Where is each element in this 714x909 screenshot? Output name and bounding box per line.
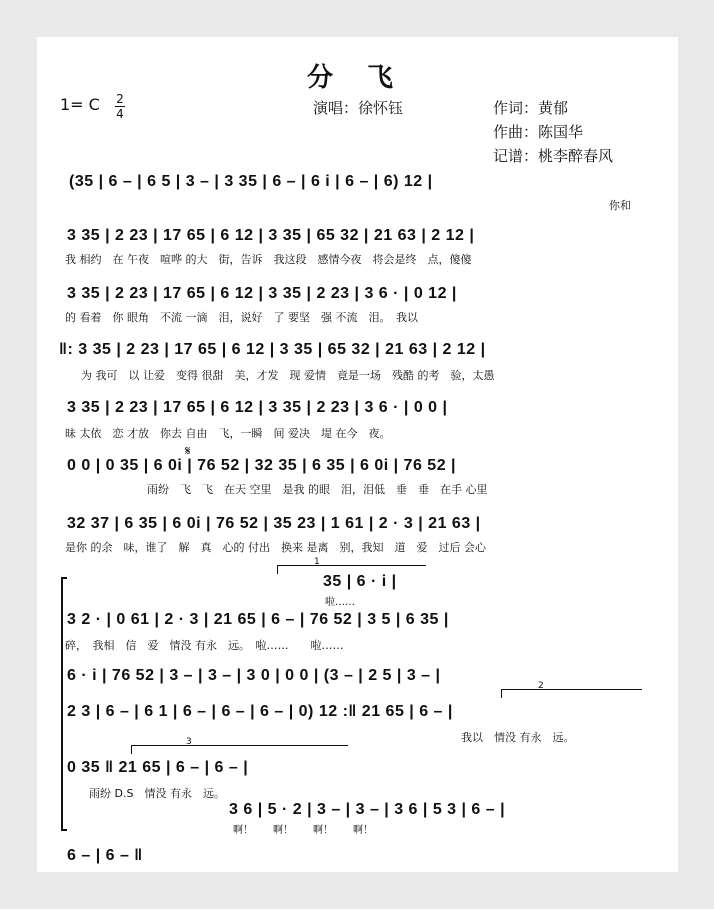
score-line-14: 6 – | 6 – ‖ xyxy=(67,847,143,864)
composer-credit: 作曲：陈国华 xyxy=(493,123,584,141)
lyric-line-8: 啦…… xyxy=(325,597,355,608)
score-line-7: 32 37 | 6 35 | 6 0i | 76 52 | 35 23 | 1 61 | 2 · 3 | 21 63 | xyxy=(67,515,481,532)
volta-1-number: 1 xyxy=(314,557,320,567)
volta-3-number: 3 xyxy=(186,737,192,747)
score-line-8: 35 | 6 · i | xyxy=(323,573,397,590)
lyric-line-7: 是你 的余 味，谁了 解 真 心的 付出 换来 是离 别，我知 道 爱 过后 会心 xyxy=(65,541,486,554)
score-line-10: 6 · i | 76 52 | 3 – | 3 – | 3 0 | 0 0 | (3 – | 2 5 | 3 – | xyxy=(67,667,441,684)
sheet-paper xyxy=(37,37,678,872)
score-line-11: 2 3 | 6 – | 6 1 | 6 – | 6 – | 6 – | 0) 12 :‖ 21 65 | 6 – | xyxy=(67,703,453,720)
lyric-line-5: 昧 太依 恋 才放 你去 自由 飞，一瞬 间 爱决 堤 在今 夜。 xyxy=(65,427,391,440)
volta-2-number: 2 xyxy=(538,681,544,691)
lyric-line-1: 你和 xyxy=(609,199,631,212)
lyric-line-13: 啊！ 啊！ 啊！ 啊！ xyxy=(233,825,373,836)
score-line-6: 0 0 | 0 35 | 6 0i | 76 52 | 32 35 | 6 35 | 6 0i | 76 52 | xyxy=(67,457,457,474)
lyric-line-12: 雨纷 D.S 情没 有永 远。 xyxy=(89,787,225,800)
song-title: 分 飞 xyxy=(307,63,398,93)
lyric-line-2: 我 相约 在 午夜 喧哗 的大 街，告诉 我这段 感情今夜 将会是终 点，傻傻 xyxy=(65,253,472,266)
lyric-line-3: 的 看着 你 眼角 不流 一滴 泪，说好 了 要坚 强 不流 泪。 我以 xyxy=(65,311,418,324)
time-denominator: 4 xyxy=(116,107,124,121)
lyric-line-6: 雨纷 飞 飞 在天 空里 是我 的眼 泪，泪低 垂 垂 在手 心里 xyxy=(147,483,488,496)
time-numerator: 2 xyxy=(116,92,124,106)
score-line-13: 3 6 | 5 · 2 | 3 – | 3 – | 3 6 | 5 3 | 6 – | xyxy=(229,801,506,818)
volta-bracket-2 xyxy=(501,681,642,698)
score-line-3: 3 35 | 2 23 | 17 65 | 6 12 | 3 35 | 2 23 | 3 6 · | 0 12 | xyxy=(67,285,457,302)
score-line-2: 3 35 | 2 23 | 17 65 | 6 12 | 3 35 | 65 32 | 21 63 | 2 12 | xyxy=(67,227,475,244)
time-signature xyxy=(115,93,125,120)
score-line-5: 3 35 | 2 23 | 17 65 | 6 12 | 3 35 | 2 23 | 3 6 · | 0 0 | xyxy=(67,399,448,416)
score-line-4: ‖: 3 35 | 2 23 | 17 65 | 6 12 | 3 35 | 65 32 | 21 63 | 2 12 | xyxy=(59,341,486,358)
volta-bracket-3 xyxy=(131,737,348,754)
score-line-9: 3 2 · | 0 61 | 2 · 3 | 21 65 | 6 – | 76 52 | 3 5 | 6 35 | xyxy=(67,611,449,628)
singer-credit: 演唱：徐怀钰 xyxy=(313,99,404,117)
key-signature: 1= C xyxy=(60,95,100,114)
transcriber-credit: 记谱：桃李醉春风 xyxy=(493,147,614,165)
score-line-1: (35 | 6 – | 6 5 | 3 – | 3 35 | 6 – | 6 i | 6 – | 6) 12 | xyxy=(69,173,433,190)
lyric-line-11: 我以 情没 有永 远。 xyxy=(461,731,575,744)
segno-icon: 𝄋 xyxy=(185,443,191,458)
lyric-line-4: 为 我可 以 让爱 变得 很甜 美，才发 现 爱情 竟是一场 残酷 的考 验，太愚 xyxy=(81,369,495,382)
lyric-line-9: 碎， 我相 信 爱 情没 有永 远。 啦…… 啦…… xyxy=(65,639,344,652)
lyricist-credit: 作词：黄郁 xyxy=(493,99,569,117)
score-line-12: 0 35 ‖ 21 65 | 6 – | 6 – | xyxy=(67,759,249,776)
